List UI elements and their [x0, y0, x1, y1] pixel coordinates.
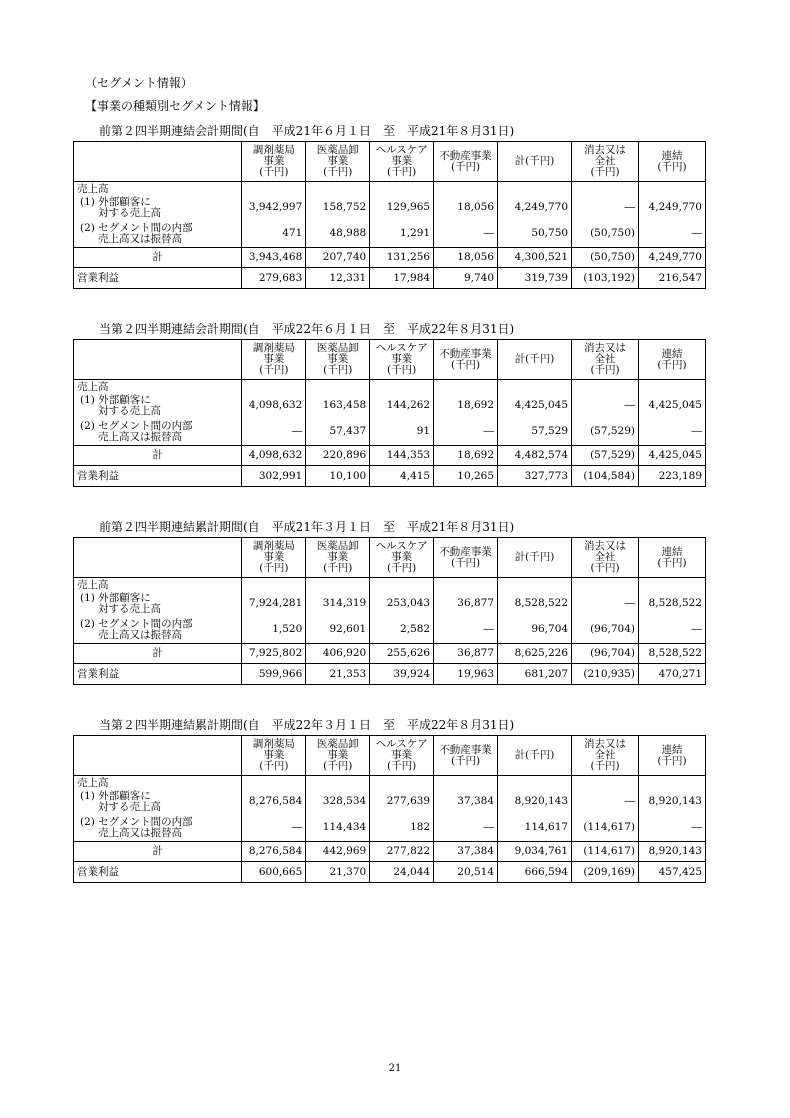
- value-cell: 457,425: [639, 862, 706, 883]
- row-label-external: [74, 393, 242, 418]
- table-caption: 当第２四半期連結会計期間(自 平成22年６月１日 至 平成22年８月31日): [99, 322, 515, 336]
- empty-cell: [572, 578, 639, 592]
- value-cell: 18,692: [434, 393, 498, 418]
- value-cell: 7,924,281: [242, 591, 306, 616]
- value-cell: 18,056: [434, 248, 498, 268]
- value-cell: 18,692: [434, 446, 498, 466]
- empty-cell: [498, 380, 572, 394]
- value-cell: 253,043: [370, 591, 434, 616]
- row-label-line: 対する売上高: [98, 206, 161, 219]
- value-cell: (57,529): [572, 446, 639, 466]
- row-label-line: 対する売上高: [98, 800, 161, 813]
- value-cell: 216,547: [639, 268, 706, 289]
- row-label-total: 計: [74, 842, 242, 862]
- header-row: [74, 538, 706, 578]
- value-cell: 1,291: [370, 220, 434, 248]
- value-cell: ―: [639, 616, 706, 644]
- table-row: [74, 466, 706, 487]
- table-row: [74, 220, 706, 248]
- value-cell: 12,331: [306, 268, 370, 289]
- row-label-external: [74, 591, 242, 616]
- value-cell: 36,877: [434, 644, 498, 664]
- value-cell: 681,207: [498, 664, 572, 685]
- value-cell: (114,617): [572, 842, 639, 862]
- column-header: 医薬品卸 事業 (千円): [306, 538, 370, 578]
- table-row: [74, 789, 706, 814]
- row-label-sales: 売上高: [74, 776, 242, 790]
- value-cell: 4,425,045: [498, 393, 572, 418]
- value-cell: 319,739: [498, 268, 572, 289]
- column-header: 医薬品卸 事業 (千円): [306, 142, 370, 182]
- row-label-sales: 売上高: [74, 380, 242, 394]
- value-cell: 2,582: [370, 616, 434, 644]
- value-cell: 129,965: [370, 195, 434, 220]
- table-row: [74, 591, 706, 616]
- row-label-line: 売上高又は振替高: [98, 430, 182, 443]
- value-cell: 37,384: [434, 789, 498, 814]
- column-header: 調剤薬局 事業 (千円): [242, 340, 306, 380]
- column-header: 連結 (千円): [639, 142, 706, 182]
- value-cell: ―: [639, 220, 706, 248]
- row-label-line: 売上高又は振替高: [98, 826, 182, 839]
- value-cell: 470,271: [639, 664, 706, 685]
- row-label-line: 対する売上高: [98, 602, 161, 615]
- value-cell: 328,534: [306, 789, 370, 814]
- column-header: 調剤薬局 事業 (千円): [242, 538, 306, 578]
- value-cell: ―: [434, 814, 498, 842]
- empty-cell: [434, 182, 498, 196]
- value-cell: 666,594: [498, 862, 572, 883]
- value-cell: 9,740: [434, 268, 498, 289]
- empty-cell: [639, 578, 706, 592]
- table-row: [74, 268, 706, 289]
- column-header: 計(千円): [498, 538, 572, 578]
- row-label-external: [74, 789, 242, 814]
- value-cell: 4,249,770: [498, 195, 572, 220]
- value-cell: 406,920: [306, 644, 370, 664]
- table-row: [74, 842, 706, 862]
- value-cell: 18,056: [434, 195, 498, 220]
- value-cell: 600,665: [242, 862, 306, 883]
- table-row: [74, 393, 706, 418]
- value-cell: 20,514: [434, 862, 498, 883]
- value-cell: 207,740: [306, 248, 370, 268]
- value-cell: 24,044: [370, 862, 434, 883]
- column-header: 不動産事業 (千円): [434, 340, 498, 380]
- column-header: ヘルスケア 事業 (千円): [370, 340, 434, 380]
- value-cell: 114,617: [498, 814, 572, 842]
- value-cell: (50,750): [572, 248, 639, 268]
- row-label-internal: [74, 418, 242, 446]
- row-label-internal: [74, 814, 242, 842]
- value-cell: 36,877: [434, 591, 498, 616]
- value-cell: 8,528,522: [639, 591, 706, 616]
- value-cell: 4,249,770: [639, 195, 706, 220]
- value-cell: 223,189: [639, 466, 706, 487]
- value-cell: 327,773: [498, 466, 572, 487]
- column-header: 不動産事業 (千円): [434, 736, 498, 776]
- value-cell: 279,683: [242, 268, 306, 289]
- value-cell: ―: [639, 814, 706, 842]
- table-row: [74, 644, 706, 664]
- empty-cell: [370, 380, 434, 394]
- value-cell: 144,353: [370, 446, 434, 466]
- value-cell: 302,991: [242, 466, 306, 487]
- value-cell: ―: [434, 418, 498, 446]
- value-cell: 3,943,468: [242, 248, 306, 268]
- column-header: 連結 (千円): [639, 538, 706, 578]
- value-cell: (50,750): [572, 220, 639, 248]
- empty-cell: [242, 380, 306, 394]
- empty-cell: [639, 776, 706, 790]
- value-cell: (114,617): [572, 814, 639, 842]
- row-label-external: [74, 195, 242, 220]
- header-row: [74, 340, 706, 380]
- row-label-sales: 売上高: [74, 182, 242, 196]
- empty-cell: [434, 380, 498, 394]
- row-label-internal: [74, 220, 242, 248]
- empty-cell: [370, 776, 434, 790]
- value-cell: 39,924: [370, 664, 434, 685]
- value-cell: 4,425,045: [639, 393, 706, 418]
- row-label-line: (2) セグメント間の内部: [80, 815, 193, 828]
- column-header: ヘルスケア 事業 (千円): [370, 142, 434, 182]
- value-cell: 599,966: [242, 664, 306, 685]
- empty-cell: [498, 182, 572, 196]
- value-cell: 17,984: [370, 268, 434, 289]
- value-cell: (96,704): [572, 644, 639, 664]
- value-cell: ―: [572, 195, 639, 220]
- value-cell: 182: [370, 814, 434, 842]
- page-number: 21: [388, 1063, 402, 1074]
- value-cell: (96,704): [572, 616, 639, 644]
- empty-cell: [242, 776, 306, 790]
- header-row: [74, 736, 706, 776]
- value-cell: 7,925,802: [242, 644, 306, 664]
- value-cell: 57,437: [306, 418, 370, 446]
- table-row: [74, 446, 706, 466]
- column-header: ヘルスケア 事業 (千円): [370, 736, 434, 776]
- table-caption: 前第２四半期連結会計期間(自 平成21年６月１日 至 平成21年８月31日): [99, 124, 515, 138]
- row-label-line: (2) セグメント間の内部: [80, 221, 193, 234]
- row-label-line: 対する売上高: [98, 404, 161, 417]
- empty-cell: [639, 380, 706, 394]
- row-label-internal: [74, 616, 242, 644]
- column-header: 連結 (千円): [639, 736, 706, 776]
- table-caption: 当第２四半期連結累計期間(自 平成22年３月１日 至 平成22年８月31日): [99, 718, 515, 732]
- column-header: 消去又は 全社 (千円): [572, 142, 639, 182]
- row-label-total: 計: [74, 644, 242, 664]
- value-cell: 21,353: [306, 664, 370, 685]
- value-cell: 8,920,143: [498, 789, 572, 814]
- table-row: [74, 814, 706, 842]
- value-cell: (104,584): [572, 466, 639, 487]
- value-cell: 8,276,584: [242, 789, 306, 814]
- header-blank-cell: [74, 142, 242, 182]
- value-cell: 9,034,761: [498, 842, 572, 862]
- row-label-line: (2) セグメント間の内部: [80, 419, 193, 432]
- column-header: 計(千円): [498, 142, 572, 182]
- header-blank-cell: [74, 340, 242, 380]
- value-cell: ―: [639, 418, 706, 446]
- segment-table: [73, 339, 706, 487]
- row-label-line: (1) 外部顧客に: [80, 789, 151, 802]
- value-cell: 277,639: [370, 789, 434, 814]
- value-cell: 1,520: [242, 616, 306, 644]
- row-label-line: (1) 外部顧客に: [80, 393, 151, 406]
- value-cell: 220,896: [306, 446, 370, 466]
- value-cell: ―: [572, 789, 639, 814]
- empty-cell: [498, 578, 572, 592]
- column-header: 医薬品卸 事業 (千円): [306, 736, 370, 776]
- value-cell: 50,750: [498, 220, 572, 248]
- table-caption: 前第２四半期連結累計期間(自 平成21年３月１日 至 平成21年８月31日): [99, 520, 515, 534]
- column-header: 計(千円): [498, 340, 572, 380]
- column-header: 医薬品卸 事業 (千円): [306, 340, 370, 380]
- value-cell: 19,963: [434, 664, 498, 685]
- value-cell: 96,704: [498, 616, 572, 644]
- value-cell: 4,098,632: [242, 446, 306, 466]
- section-title: （セグメント情報）: [85, 76, 193, 90]
- value-cell: ―: [242, 814, 306, 842]
- value-cell: 3,942,997: [242, 195, 306, 220]
- value-cell: ―: [434, 616, 498, 644]
- value-cell: 144,262: [370, 393, 434, 418]
- row-label-line: 売上高又は振替高: [98, 232, 182, 245]
- empty-cell: [498, 776, 572, 790]
- header-blank-cell: [74, 538, 242, 578]
- column-header: 消去又は 全社 (千円): [572, 736, 639, 776]
- value-cell: 4,482,574: [498, 446, 572, 466]
- value-cell: 21,370: [306, 862, 370, 883]
- column-header: 調剤薬局 事業 (千円): [242, 736, 306, 776]
- value-cell: 37,384: [434, 842, 498, 862]
- value-cell: 91: [370, 418, 434, 446]
- row-label-operating-income: 営業利益: [74, 862, 242, 883]
- value-cell: 471: [242, 220, 306, 248]
- value-cell: 158,752: [306, 195, 370, 220]
- value-cell: 8,276,584: [242, 842, 306, 862]
- empty-cell: [572, 776, 639, 790]
- row-label-line: (2) セグメント間の内部: [80, 617, 193, 630]
- value-cell: 277,822: [370, 842, 434, 862]
- value-cell: 8,625,226: [498, 644, 572, 664]
- segment-table: [73, 141, 706, 289]
- empty-cell: [306, 776, 370, 790]
- value-cell: 4,300,521: [498, 248, 572, 268]
- row-label-total: 計: [74, 446, 242, 466]
- value-cell: ―: [572, 393, 639, 418]
- value-cell: 4,425,045: [639, 446, 706, 466]
- value-cell: 10,100: [306, 466, 370, 487]
- empty-cell: [434, 776, 498, 790]
- empty-cell: [639, 182, 706, 196]
- value-cell: 442,969: [306, 842, 370, 862]
- value-cell: 163,458: [306, 393, 370, 418]
- value-cell: ―: [572, 591, 639, 616]
- column-header: 計(千円): [498, 736, 572, 776]
- row-label-operating-income: 営業利益: [74, 466, 242, 487]
- empty-cell: [306, 182, 370, 196]
- value-cell: ―: [434, 220, 498, 248]
- table-row: [74, 664, 706, 685]
- table-row: [74, 862, 706, 883]
- value-cell: 92,601: [306, 616, 370, 644]
- empty-cell: [370, 578, 434, 592]
- value-cell: 57,529: [498, 418, 572, 446]
- column-header: 連結 (千円): [639, 340, 706, 380]
- value-cell: 131,256: [370, 248, 434, 268]
- value-cell: 8,920,143: [639, 789, 706, 814]
- value-cell: 8,528,522: [639, 644, 706, 664]
- row-label-total: 計: [74, 248, 242, 268]
- table-row: [74, 195, 706, 220]
- value-cell: 4,249,770: [639, 248, 706, 268]
- column-header: 不動産事業 (千円): [434, 538, 498, 578]
- value-cell: (103,192): [572, 268, 639, 289]
- table-row: [74, 418, 706, 446]
- header-blank-cell: [74, 736, 242, 776]
- value-cell: 48,988: [306, 220, 370, 248]
- value-cell: (210,935): [572, 664, 639, 685]
- value-cell: ―: [242, 418, 306, 446]
- empty-cell: [434, 578, 498, 592]
- value-cell: 4,415: [370, 466, 434, 487]
- empty-cell: [306, 578, 370, 592]
- value-cell: (209,169): [572, 862, 639, 883]
- value-cell: 8,528,522: [498, 591, 572, 616]
- empty-cell: [242, 182, 306, 196]
- row-label-operating-income: 営業利益: [74, 268, 242, 289]
- value-cell: 314,319: [306, 591, 370, 616]
- table-row: [74, 616, 706, 644]
- empty-cell: [572, 182, 639, 196]
- column-header: 消去又は 全社 (千円): [572, 340, 639, 380]
- value-cell: (57,529): [572, 418, 639, 446]
- subsection-title: 【事業の種類別セグメント情報】: [85, 99, 265, 113]
- header-row: [74, 142, 706, 182]
- column-header: 調剤薬局 事業 (千円): [242, 142, 306, 182]
- value-cell: 114,434: [306, 814, 370, 842]
- empty-cell: [572, 380, 639, 394]
- empty-cell: [242, 578, 306, 592]
- table-row: [74, 248, 706, 268]
- segment-table: [73, 735, 706, 883]
- column-header: ヘルスケア 事業 (千円): [370, 538, 434, 578]
- row-label-sales: 売上高: [74, 578, 242, 592]
- column-header: 不動産事業 (千円): [434, 142, 498, 182]
- row-label-line: 売上高又は振替高: [98, 628, 182, 641]
- empty-cell: [370, 182, 434, 196]
- value-cell: 10,265: [434, 466, 498, 487]
- row-label-operating-income: 営業利益: [74, 664, 242, 685]
- value-cell: 8,920,143: [639, 842, 706, 862]
- empty-cell: [306, 380, 370, 394]
- segment-table: [73, 537, 706, 685]
- row-label-line: (1) 外部顧客に: [80, 195, 151, 208]
- column-header: 消去又は 全社 (千円): [572, 538, 639, 578]
- row-label-line: (1) 外部顧客に: [80, 591, 151, 604]
- value-cell: 255,626: [370, 644, 434, 664]
- value-cell: 4,098,632: [242, 393, 306, 418]
